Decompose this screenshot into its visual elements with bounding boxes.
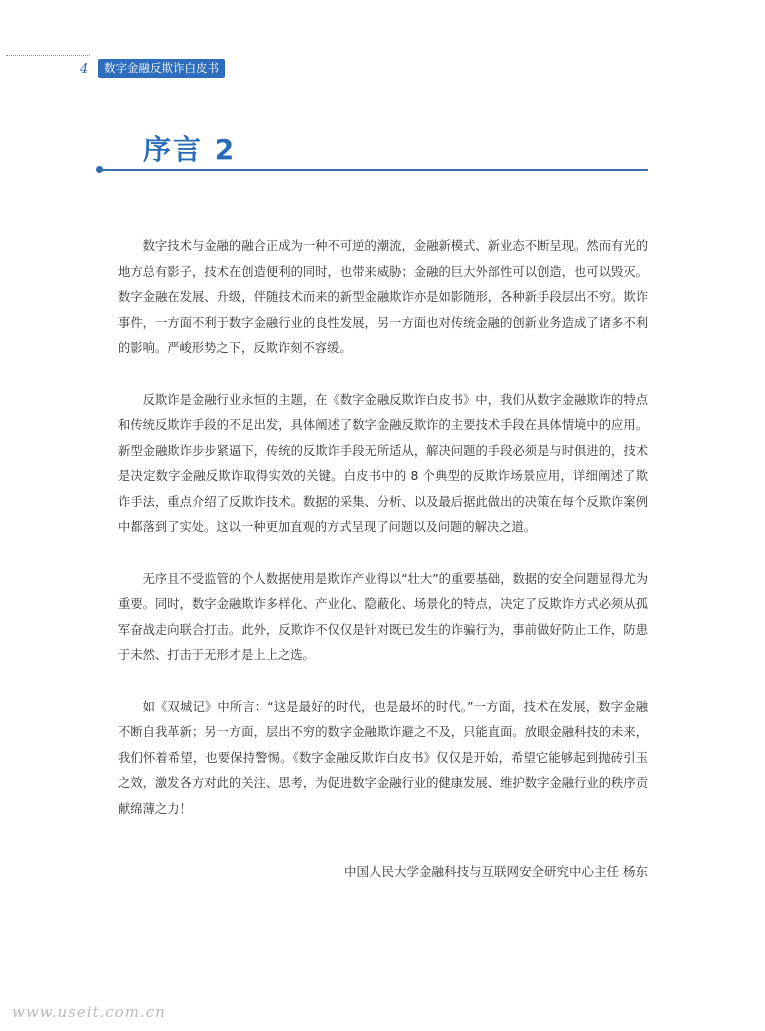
watermark: www.useit.com.cn (12, 1003, 166, 1021)
paragraph-1: 数字技术与金融的融合正成为一种不可逆的潮流，金融新模式、新业态不断呈现。然而有光的地方总有影子，技术在创造便利的同时，也带来威胁；金融的巨大外部性可以创造，也可以毁灭。数字金融在发展、升级，伴随技术而来的新型金融欺诈亦是如影随形，各种新手段层出不穷。欺诈事件，一方面不利于数字金融行业的良性发展，另一方面也对传统金融的创新业务造成了诸多不利的影响。严峻形势之下，反欺诈刻不容缓。 (118, 239, 648, 355)
paragraph-4: 如《双城记》中所言：“这是最好的时代，也是最坏的时代。”一方面，技术在发展，数字金融不断自我革新；另一方面，层出不穷的数字金融欺诈避之不及，只能直面。放眼金融科技的未来，我们怀着希望，也要保持警惕。《数字金融反欺诈白皮书》仅仅是开始，希望它能够起到抛砖引玉之效，激发各方对此的关注、思考，为促进数字金融行业的健康发展、维护数字金融行业的秩序贡献绵薄之力！ (118, 699, 648, 816)
chapter-title: 序言 2 (143, 133, 237, 166)
book-title-tag: 数字金融反欺诈白皮书 (98, 59, 225, 78)
title-rule (100, 169, 648, 171)
header-dotted-line (6, 55, 90, 56)
preface-body (118, 234, 648, 848)
author-signature: 中国人民大学金融科技与互联网安全研究中心主任 杨东 (344, 864, 648, 879)
paragraph-3: 无序且不受监管的个人数据使用是欺诈产业得以“壮大”的重要基础，数据的安全问题显得尤为重要。同时，数字金融欺诈多样化、产业化、隐蔽化、场景化的特点，决定了反欺诈方式必须从孤军奋战走向联合打击。此外，反欺诈不仅仅是针对既已发生的诈骗行为，事前做好防止工作，防患于未然、打击于无形才是上上之选。 (118, 571, 648, 662)
page-number: 4 (80, 62, 89, 77)
paragraph-2: 反欺诈是金融行业永恒的主题，在《数字金融反欺诈白皮书》中，我们从数字金融欺诈的特点和传统反欺诈手段的不足出发，具体阐述了数字金融反欺诈的主要技术手段在具体情境中的应用。新型金融欺诈步步紧逼下，传统的反欺诈手段无所适从，解决问题的手段必须是与时俱进的，技术是决定数字金融反欺诈取得实效的关键。白皮书中的 8 个典型的反欺诈场景应用，详细阐述了欺诈手法，重点介绍了反欺诈技术。数据的采集、分析、以及最后据此做出的决策在每个反欺诈案例中都落到了实处。这以一种更加直观的方式呈现了问题以及问题的解决之道。 (118, 392, 648, 534)
